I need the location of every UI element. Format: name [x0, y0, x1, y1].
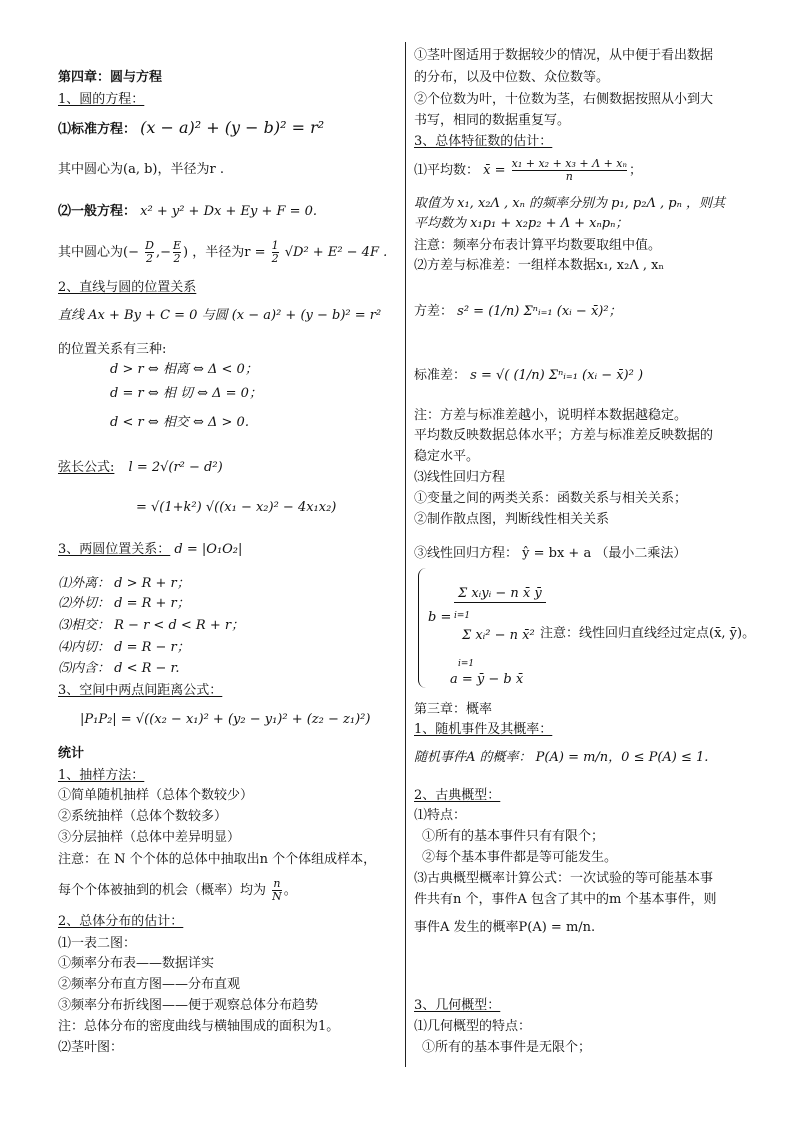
note-level-1: 平均数反映数据总体水平；方差与标准差反映数据的	[414, 428, 714, 443]
feature-1: ①所有的基本事件只有有限个；	[422, 829, 605, 844]
sampling-heading: 1、抽样方法：	[58, 768, 145, 783]
note-stable: 注：方差与标准差越小，说明样本数据越稳定。	[414, 408, 688, 423]
weighted-1: 取值为 x₁, x₂Λ , xₙ 的频率分别为 p₁, p₂Λ , pₙ ，则其	[414, 196, 725, 211]
a-formula: a = ȳ − b x̄	[450, 672, 524, 687]
frac-half: $\frac{1}{2}$	[271, 239, 279, 265]
gen-eq-row	[58, 204, 317, 220]
feature-label: ⑴特点：	[414, 808, 467, 823]
std-formula: s = √( (1/n) Σⁿᵢ₌₁ (xᵢ − x̄)² )	[470, 368, 644, 383]
relation-2: d = r ⇔ 相 切 ⇔ Δ = 0；	[110, 386, 262, 401]
line-circle-eq: 直线 Ax + By + C = 0 与圆 (x − a)² + (y − b)² = r²	[58, 308, 382, 323]
circle-eq-heading: 1、圆的方程：	[58, 92, 145, 107]
chapter4-title: 第四章：圆与方程	[58, 70, 163, 85]
geometric-1: ①所有的基本事件是无限个；	[422, 1040, 592, 1055]
column-divider	[405, 42, 406, 1067]
stem-1: ①茎叶图适用于数据较少的情况，从中便于看出数据	[414, 48, 714, 63]
std-eq-row	[58, 120, 324, 138]
two-circles-row	[58, 542, 242, 558]
note-median: 注意：频率分布表计算平均数要取组中值。	[414, 238, 662, 253]
frac-d-over-2: $\frac{D}{2}$	[145, 239, 154, 265]
sum-index-1: i=1	[454, 611, 471, 621]
position-4: ⑷内切： d = R − r；	[58, 640, 190, 655]
std-eq-label: ⑴标准方程：	[58, 122, 137, 137]
variance-formula: s² = (1/n) Σⁿᵢ₌₁ (xᵢ − x̄)²；	[457, 304, 622, 319]
brace	[418, 568, 427, 688]
std-row: 标准差： s = √( (1/n) Σⁿᵢ₌₁ (xᵢ − x̄)² )	[414, 368, 644, 383]
position-2: ⑵外切： d = R + r；	[58, 596, 190, 611]
center-radius-2: 其中圆心为(− $\frac{D}{2}$ ,− $\frac{E}{2}$ ) ，半径为r = $\frac{1}{2}$ √D² + E² − 4F .	[58, 239, 388, 265]
two-circles-heading: 3、两圆位置关系：	[58, 542, 171, 557]
classical-heading: 2、古典概型：	[414, 788, 501, 803]
regression-2: ②制作散点图，判断线性相关关系	[414, 512, 610, 527]
regression-1: ①变量之间的两类关系：函数关系与相关关系；	[414, 491, 688, 506]
relation-3: d < r ⇔ 相交 ⇔ Δ > 0.	[110, 415, 249, 430]
chord-label: 弦长公式:	[58, 460, 115, 475]
std-eq-formula: (x − a)² + (y − b)² = r²	[140, 118, 325, 137]
position-1: ⑴外离： d > R + r；	[58, 576, 190, 591]
variance-row: 方差： s² = (1/n) Σⁿᵢ₌₁ (xᵢ − x̄)²；	[414, 304, 622, 319]
sum-index-2: i=1	[458, 659, 475, 669]
chord-row	[58, 460, 223, 476]
freq-hist: ②频率分布直方图——分布直观	[58, 977, 241, 992]
center-radius-2-a: 其中圆心为(−	[58, 245, 139, 260]
sampling-3: ③分层抽样（总体中差异明显）	[58, 830, 241, 845]
right-column	[414, 0, 754, 1137]
features-heading: 3、总体特征数的估计：	[414, 134, 553, 149]
center-radius-2-b: ，半径为r =	[192, 245, 266, 260]
weighted-2: 平均数为 x₁p₁ + x₂p₂ + Λ + xₙpₙ；	[414, 216, 629, 231]
position-3: ⑶相交： R − r < d < R + r；	[58, 618, 245, 633]
b-numerator: Σ xᵢyᵢ − n x̄ ȳ	[454, 586, 546, 603]
random-heading: 1、随机事件及其概率：	[414, 722, 553, 737]
regression-3: ③线性回归方程： ŷ = bx + a （最小二乘法）	[414, 546, 687, 561]
gen-eq-formula: x² + y² + Dx + Ey + F = 0.	[140, 204, 318, 219]
dist-heading: 2、总体分布的估计：	[58, 914, 184, 929]
freq-table: ①频率分布表——数据详实	[58, 956, 215, 971]
stats-title: 统计	[58, 746, 85, 761]
sampling-note-2: 每个个体被抽到的机会（概率）均为 $\frac{n}{N}$ 。	[58, 877, 297, 903]
three-relations: 的位置关系有三种:	[58, 342, 167, 357]
mean-fraction: $\frac{\text{x₁ + x₂ + x₃ + Λ + xₙ}}{n}$	[511, 157, 627, 183]
sampling-2: ②系统抽样（总体个数较多）	[58, 809, 228, 824]
var-std-def: ⑵方差与标准差：一组样本数据x₁, x₂Λ , xₙ	[414, 258, 665, 273]
gen-eq-label: ⑵一般方程：	[58, 204, 137, 219]
frac-n-over-N: $\frac{n}{N}$	[272, 877, 282, 903]
frac-e-over-2: $\frac{E}{2}$	[172, 239, 181, 265]
geometric-feature: ⑴几何概型的特点：	[414, 1019, 532, 1034]
stem-2: 的分布，以及中位数、众位数等。	[414, 70, 610, 85]
chapter3-title: 第三章：概率	[414, 702, 493, 717]
classical-formula-1: ⑶古典概型概率计算公式：一次试验的等可能基本事	[414, 871, 714, 886]
freq-poly: ③频率分布折线图——便于观察总体分布趋势	[58, 998, 319, 1013]
center-radius-1: 其中圆心为(a, b)，半径为r .	[58, 162, 224, 177]
chord-formula-2: = √(1+k²) √((x₁ − x₂)² − 4x₁x₂)	[136, 500, 337, 515]
classical-formula-3: 事件A 发生的概率P(A) = m/n.	[414, 920, 596, 935]
b-denominator: Σ xᵢ² − n x̄²	[462, 628, 535, 643]
mean-row: ⑴平均数： x̄ = $\frac{\text{x₁ + x₂ + x₃ + Λ + xₙ}}{n}$ ；	[414, 157, 642, 183]
classical-formula-2: 件共有n 个，事件A 包含了其中的m 个基本事件，则	[414, 892, 717, 907]
space-dist-heading: 3、空间中两点间距离公式：	[58, 683, 223, 698]
two-circles-d: d = |O₁O₂|	[174, 542, 243, 557]
regression-heading: ⑶线性回归方程	[414, 470, 506, 485]
table-graph: ⑴一表二图：	[58, 936, 137, 951]
stem-leaf: ⑵茎叶图：	[58, 1040, 124, 1055]
stem-3: ②个位数为叶，十位数为茎，右侧数据按照从小到大	[414, 92, 714, 107]
line-circle-heading: 2、直线与圆的位置关系	[58, 280, 197, 295]
stem-4: 书写，相同的数据重复写。	[414, 113, 571, 128]
chord-formula-1: l = 2√(r² − d²)	[128, 460, 223, 475]
position-5: ⑸内含： d < R − r.	[58, 661, 180, 676]
space-dist-formula: |P₁P₂| = √((x₂ − x₁)² + (y₂ − y₁)² + (z₂ − z₁)²)	[80, 712, 371, 727]
left-column	[58, 0, 396, 1137]
random-prob: 随机事件A 的概率： P(A) = m/n，0 ≤ P(A) ≤ 1.	[414, 750, 709, 765]
note-level-2: 稳定水平。	[414, 449, 480, 464]
feature-2: ②每个基本事件都是等可能发生。	[422, 850, 618, 865]
regression-note: 注意：线性回归直线经过定点(x̄, ȳ)。	[540, 626, 756, 641]
mean-lhs: x̄ =	[483, 163, 506, 178]
note-density: 注：总体分布的密度曲线与横轴围成的面积为1。	[58, 1019, 340, 1034]
sampling-1: ①简单随机抽样（总体个数较少）	[58, 788, 254, 803]
sampling-note-1: 注意：在 N 个个体的总体中抽取出n 个个体组成样本，	[58, 852, 377, 867]
center-radius-2-c: √D² + E² − 4F .	[284, 245, 388, 260]
b-lhs: b =	[428, 610, 452, 625]
relation-1: d > r ⇔ 相离 ⇔ Δ < 0；	[110, 362, 258, 377]
geometric-heading: 3、几何概型：	[414, 998, 501, 1013]
